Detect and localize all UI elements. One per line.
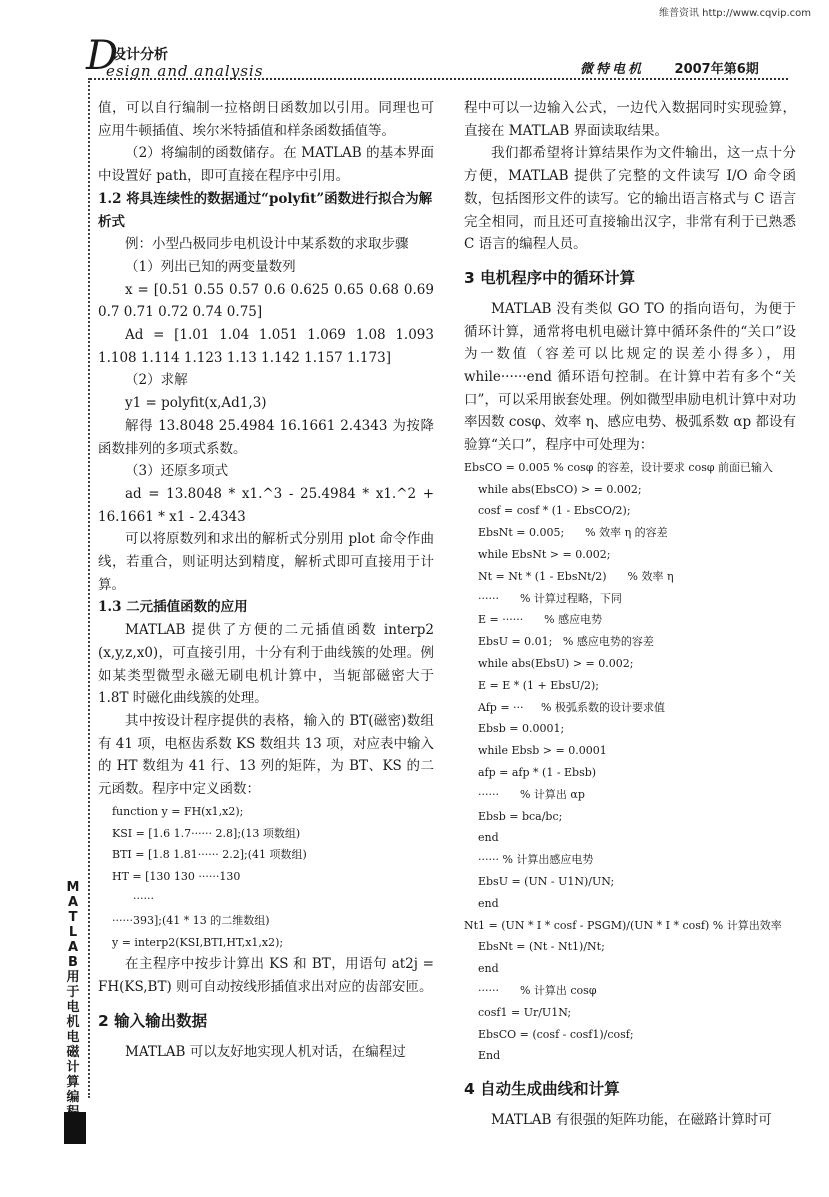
- code-line: ······: [98, 891, 154, 905]
- subsection-heading: 1.3 二元插值函数的应用: [98, 599, 248, 616]
- code-line: EbsNt = (Nt - Nt1)/Nt;: [464, 940, 605, 954]
- code-line: EbsCO = (cosf - cosf1)/cosf;: [464, 1027, 634, 1041]
- paragraph: x = [0.51 0.55 0.57 0.6 0.625 0.65 0.68 0.69 0.7 0.71 0.72 0.74 0.75]: [98, 281, 434, 321]
- subsection-heading: 1.2 将具连续性的数据通过“polyfit”函数进行拟合为解析式: [98, 190, 433, 230]
- code-line: Ebsb = bca/bc;: [464, 809, 563, 823]
- side-title-char: T: [68, 910, 78, 925]
- paragraph: MATLAB 有很强的矩阵功能，在磁路计算时可: [491, 1112, 772, 1129]
- journal-name: 微特电机: [580, 62, 645, 77]
- paragraph: 值，可以自行编制一拉格朗日函数加以引用。同理也可应用牛顿插值、埃尔米特插值和样条函数插值等。: [98, 100, 434, 139]
- paragraph: （1）列出已知的两变量数列: [125, 258, 296, 275]
- code-line: HT = [130 130 ······130: [98, 870, 241, 884]
- paragraph: MATLAB 可以友好地实现人机对话，在编程过: [125, 1043, 406, 1060]
- code-line: cosf1 = Ur/U1N;: [464, 1005, 572, 1019]
- side-title-char: 于: [66, 985, 80, 1000]
- code-line: ······ % 计算过程略，下同: [464, 591, 622, 605]
- paragraph: （3）还原多项式: [125, 463, 229, 480]
- side-title-char: 用: [66, 970, 80, 985]
- paragraph: MATLAB 没有类似 GO TO 的指向语句，为便于循环计算，通常将电机电磁计算中循环条件的“关口”设为一数值（容差可以比规定的误差小得多），用 while······end 循环语句控制。在计算中若有多个“关口”，可以采用嵌套处理。例如微型串励电机计算中对功率因数 cosφ、效率 η、感应电势、极弧系数 αp 都设有验算“关口”，程序中可处理为：: [464, 300, 796, 454]
- issue-number: 2007年第6期: [674, 62, 759, 77]
- code-line: ······ % 计算出感应电势: [464, 853, 594, 867]
- code-line: while abs(EbsCO) > = 0.002;: [464, 482, 642, 496]
- paragraph: 程中可以一边输入公式，一边代入数据同时实现验算，直接在 MATLAB 界面读取结果。: [464, 100, 796, 139]
- code-line: Afp = ··· % 极弧系数的设计要求值: [464, 700, 665, 714]
- right-column: [464, 97, 796, 1132]
- side-title-char: 算: [66, 1075, 80, 1090]
- paragraph: （2）求解: [125, 372, 188, 389]
- code-line: while Ebsb > = 0.0001: [464, 744, 607, 758]
- section-title-en: esign and analysis: [106, 62, 264, 80]
- journal-header: [580, 58, 759, 77]
- paragraph: （2）将编制的函数储存。在 MATLAB 的基本界面中设置好 path，即可直接在程序中引用。: [98, 145, 434, 185]
- code-line: E = ······ % 感应电势: [464, 613, 603, 627]
- code-line: Nt = Nt * (1 - EbsNt/2) % 效率 η: [464, 569, 674, 583]
- code-line: Nt1 = (UN * I * cosf - PSGM)/(UN * I * cosf) % 计算出效率: [464, 918, 782, 932]
- code-line: EbsNt = 0.005; % 效率 η 的容差: [464, 526, 668, 540]
- code-line: function y = FH(x1,x2);: [98, 804, 244, 818]
- paragraph: 解得 13.8048 25.4984 16.1661 2.4343 为按降函数排列的多项式系数。: [98, 417, 434, 457]
- paragraph: 其中按设计程序提供的表格，输入的 BT(磁密)数组有 41 项，电枢齿系数 KS 数组共 13 项，对应表中输入的 HT 数组为 41 行、13 列的矩阵，为 BT、KS 的二元函数。程序中定义函数：: [98, 712, 434, 798]
- side-title-char: A: [67, 895, 79, 910]
- code-line: while EbsNt > = 0.002;: [464, 548, 611, 562]
- code-line: y = interp2(KSI,BTI,HT,x1,x2);: [98, 935, 284, 949]
- paragraph: 例：小型凸极同步电机设计中某系数的求取步骤: [125, 236, 409, 253]
- paragraph: y1 = polyfit(x,Ad1,3): [125, 395, 267, 412]
- section-heading: 3 电机程序中的循环计算: [464, 268, 636, 287]
- code-line: Ebsb = 0.0001;: [464, 722, 565, 736]
- section-heading: 4 自动生成曲线和计算: [464, 1080, 620, 1099]
- side-title-char: L: [68, 925, 78, 940]
- paragraph: 可以将原数列和求出的解析式分别用 plot 命令作曲线，若重合，则证明达到精度，解析式即可直接用于计算。: [98, 531, 434, 593]
- code-line: end: [464, 896, 499, 910]
- code-line: EbsU = (UN - U1N)/UN;: [464, 874, 615, 888]
- left-column: [98, 97, 434, 1063]
- paragraph: MATLAB 提供了方便的二元插值函数 interp2 (x,y,z,x0)，可直接引用，十分有利于曲线簇的处理。例如某类型微型永磁无刷电机计算中，当轭部磁密大于 1.8T 时磁化曲线簇的处理。: [98, 622, 434, 707]
- side-running-title: [60, 880, 86, 1120]
- margin-dotted-line: [88, 78, 90, 1098]
- code-line: ······393];(41 * 13 的二维数组): [98, 913, 270, 927]
- code-line: end: [464, 962, 499, 976]
- side-title-char: 计: [66, 1060, 80, 1075]
- code-line: EbsCO = 0.005 % cosφ 的容差，设计要求 cosφ 前面已输入: [464, 460, 774, 474]
- code-line: E = E * (1 + EbsU/2);: [464, 678, 599, 692]
- side-title-char: M: [66, 880, 80, 895]
- code-line: ······ % 计算出 αp: [464, 787, 585, 801]
- code-line: ······ % 计算出 cosφ: [464, 983, 597, 997]
- margin-tab-block: [64, 1112, 86, 1144]
- section-logo: D: [86, 33, 119, 79]
- code-line: EbsU = 0.01; % 感应电势的容差: [464, 635, 654, 649]
- paragraph: 我们都希望将计算结果作为文件输出，这一点十分方便，MATLAB 提供了完整的文件读写 I/O 命令函数，包括图形文件的读写。它的输出语言格式与 C 语言完全相同，而且还可直接输出汉字，非常有利于已熟悉 C 语言的编程人员。: [464, 145, 796, 253]
- paragraph: Ad = [1.01 1.04 1.051 1.069 1.08 1.093 1.108 1.114 1.123 1.13 1.142 1.157 1.173]: [98, 327, 434, 366]
- code-line: end: [464, 831, 499, 845]
- side-title-char: 编: [66, 1090, 80, 1105]
- code-line: cosf = cosf * (1 - EbsCO/2);: [464, 504, 631, 518]
- side-title-char: 电: [66, 1000, 80, 1015]
- code-line: while abs(EbsU) > = 0.002;: [464, 657, 634, 671]
- side-title-char: 机: [66, 1015, 80, 1030]
- code-line: afp = afp * (1 - Ebsb): [464, 766, 597, 779]
- side-title-char: A: [67, 940, 79, 955]
- side-title-char: 电: [66, 1030, 80, 1045]
- header-divider: [90, 78, 788, 80]
- code-line: BTI = [1.8 1.81······ 2.2];(41 项数组): [98, 848, 307, 862]
- watermark: 维普资讯 http://www.cqvip.com: [658, 8, 811, 19]
- code-line: KSI = [1.6 1.7······ 2.8];(13 项数组): [98, 826, 301, 840]
- paragraph: ad = 13.8048 * x1.^3 - 25.4984 * x1.^2 + 16.1661 * x1 - 2.4343: [98, 485, 434, 525]
- section-heading: 2 输入输出数据: [98, 1011, 208, 1030]
- side-title-char: 磁: [66, 1045, 80, 1060]
- paragraph: 在主程序中按步计算出 KS 和 BT，用语句 at2j = FH(KS,BT) 则可自动按线形插值求出对应的齿部安匝。: [98, 956, 434, 996]
- section-title-cn: 设计分析: [112, 47, 168, 63]
- side-title-char: B: [68, 955, 78, 970]
- code-line: End: [464, 1049, 501, 1063]
